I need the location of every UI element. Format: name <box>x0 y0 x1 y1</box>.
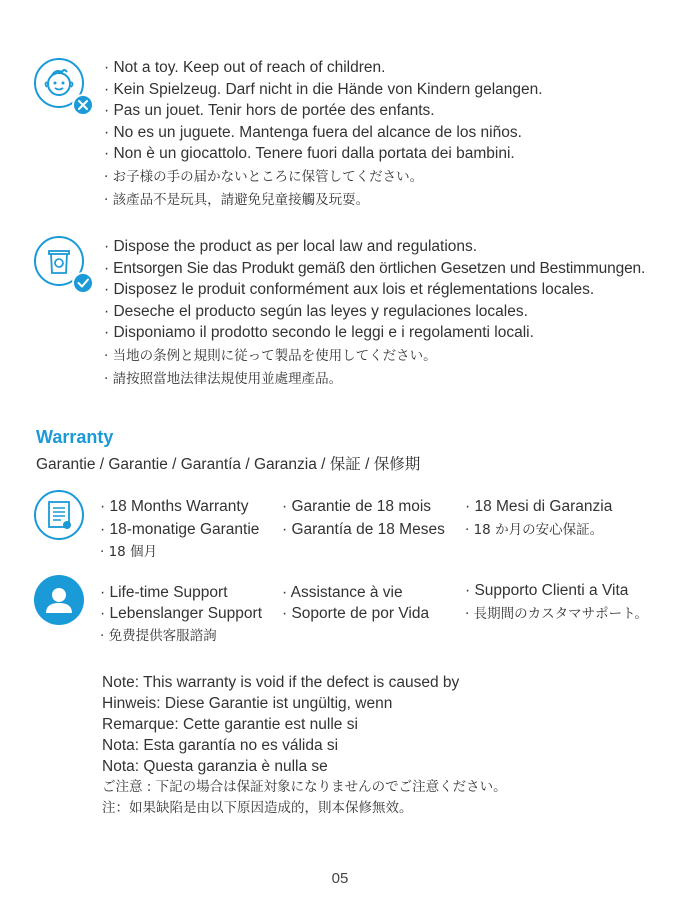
child-warning-list <box>104 57 543 212</box>
list-item: · 18 個月 <box>100 542 259 563</box>
disposal-list <box>104 236 645 391</box>
list-item: · Soporte de por Vida <box>282 603 429 624</box>
list-item: · Assistance à vie <box>282 582 429 603</box>
list-item: · 免费提供客服諮詢 <box>100 626 262 647</box>
note-line: Note: This warranty is void if the defect is caused by <box>102 674 460 691</box>
list-item: · No es un juguete. Mantenga fuera del alcance de los niños. <box>104 122 543 144</box>
page-number: 05 <box>331 870 349 887</box>
warranty-notes <box>102 672 507 819</box>
warranty-title: Warranty <box>36 427 114 447</box>
recycle-bin-icon <box>34 236 90 292</box>
list-item: · 該產品不是玩具，請避免兒童接觸及玩耍。 <box>104 190 543 212</box>
list-item: · Life-time Support <box>100 582 262 603</box>
certificate-icon <box>34 490 90 546</box>
warranty-period-col-2 <box>282 496 445 540</box>
list-item: · Entsorgen Sie das Produkt gemäß den örtlichen Gesetzen und Bestimmungen. <box>104 258 645 280</box>
note-line: ご注意 : 下記の場合は保証対象になりませんのでご注意ください。 <box>102 779 507 795</box>
note-line: Hinweis: Diese Garantie ist ungültig, wenn <box>102 695 393 712</box>
check-icon <box>72 272 94 294</box>
warranty-period-col-3 <box>465 496 612 541</box>
support-col-2 <box>282 582 429 624</box>
list-item: · Lebenslanger Support <box>100 603 262 624</box>
list-item: · 18 Mesi di Garanzia <box>465 496 612 517</box>
child-warning-icon <box>34 58 90 114</box>
list-item: · Garantie de 18 mois <box>282 496 445 517</box>
list-item: · 18 か月の安心保証。 <box>465 520 612 541</box>
list-item: · Garantía de 18 Meses <box>282 519 445 540</box>
list-item: · Non è un giocattolo. Tenere fuori dalla portata dei bambini. <box>104 143 543 165</box>
support-col-1 <box>100 582 262 647</box>
list-item: · Disposez le produit conformément aux lois et réglementations locales. <box>104 279 645 301</box>
prohibited-x-icon <box>72 94 94 116</box>
note-line: Nota: Esta garantía no es válida si <box>102 737 339 754</box>
list-item: · 請按照當地法律法規使用並處理產品。 <box>104 369 645 391</box>
list-item: · Kein Spielzeug. Darf nicht in die Hände von Kindern gelangen. <box>104 79 543 101</box>
note-line: 注：如果缺陷是由以下原因造成的，則本保修無效。 <box>102 800 413 816</box>
list-item: · お子様の手の届かないところに保管してください。 <box>104 167 543 189</box>
list-item: · 18-monatige Garantie <box>100 519 259 540</box>
list-item: · 当地の条例と規則に従って製品を使用してください。 <box>104 346 645 368</box>
warranty-subtitle: Garantie / Garantie / Garantía / Garanzia / 保証 / 保修期 <box>36 456 421 473</box>
support-col-3 <box>465 580 648 625</box>
support-icon <box>34 575 90 631</box>
list-item: · Not a toy. Keep out of reach of children. <box>104 57 543 79</box>
list-item: · Supporto Clienti a Vita <box>465 580 648 601</box>
note-line: Remarque: Cette garantie est nulle si <box>102 716 358 733</box>
note-line: Nota: Questa garanzia è nulla se <box>102 758 328 775</box>
list-item: · Disponiamo il prodotto secondo le leggi e i regolamenti locali. <box>104 322 645 344</box>
document-icon <box>34 490 84 540</box>
list-item: · Deseche el producto según las leyes y regulaciones locales. <box>104 301 645 323</box>
person-icon <box>34 575 84 625</box>
list-item: · Pas un jouet. Tenir hors de portée des enfants. <box>104 100 543 122</box>
list-item: · 長期間のカスタマサポート。 <box>465 604 648 625</box>
warranty-period-col-1 <box>100 496 259 563</box>
list-item: · 18 Months Warranty <box>100 496 259 517</box>
list-item: · Dispose the product as per local law and regulations. <box>104 236 645 258</box>
